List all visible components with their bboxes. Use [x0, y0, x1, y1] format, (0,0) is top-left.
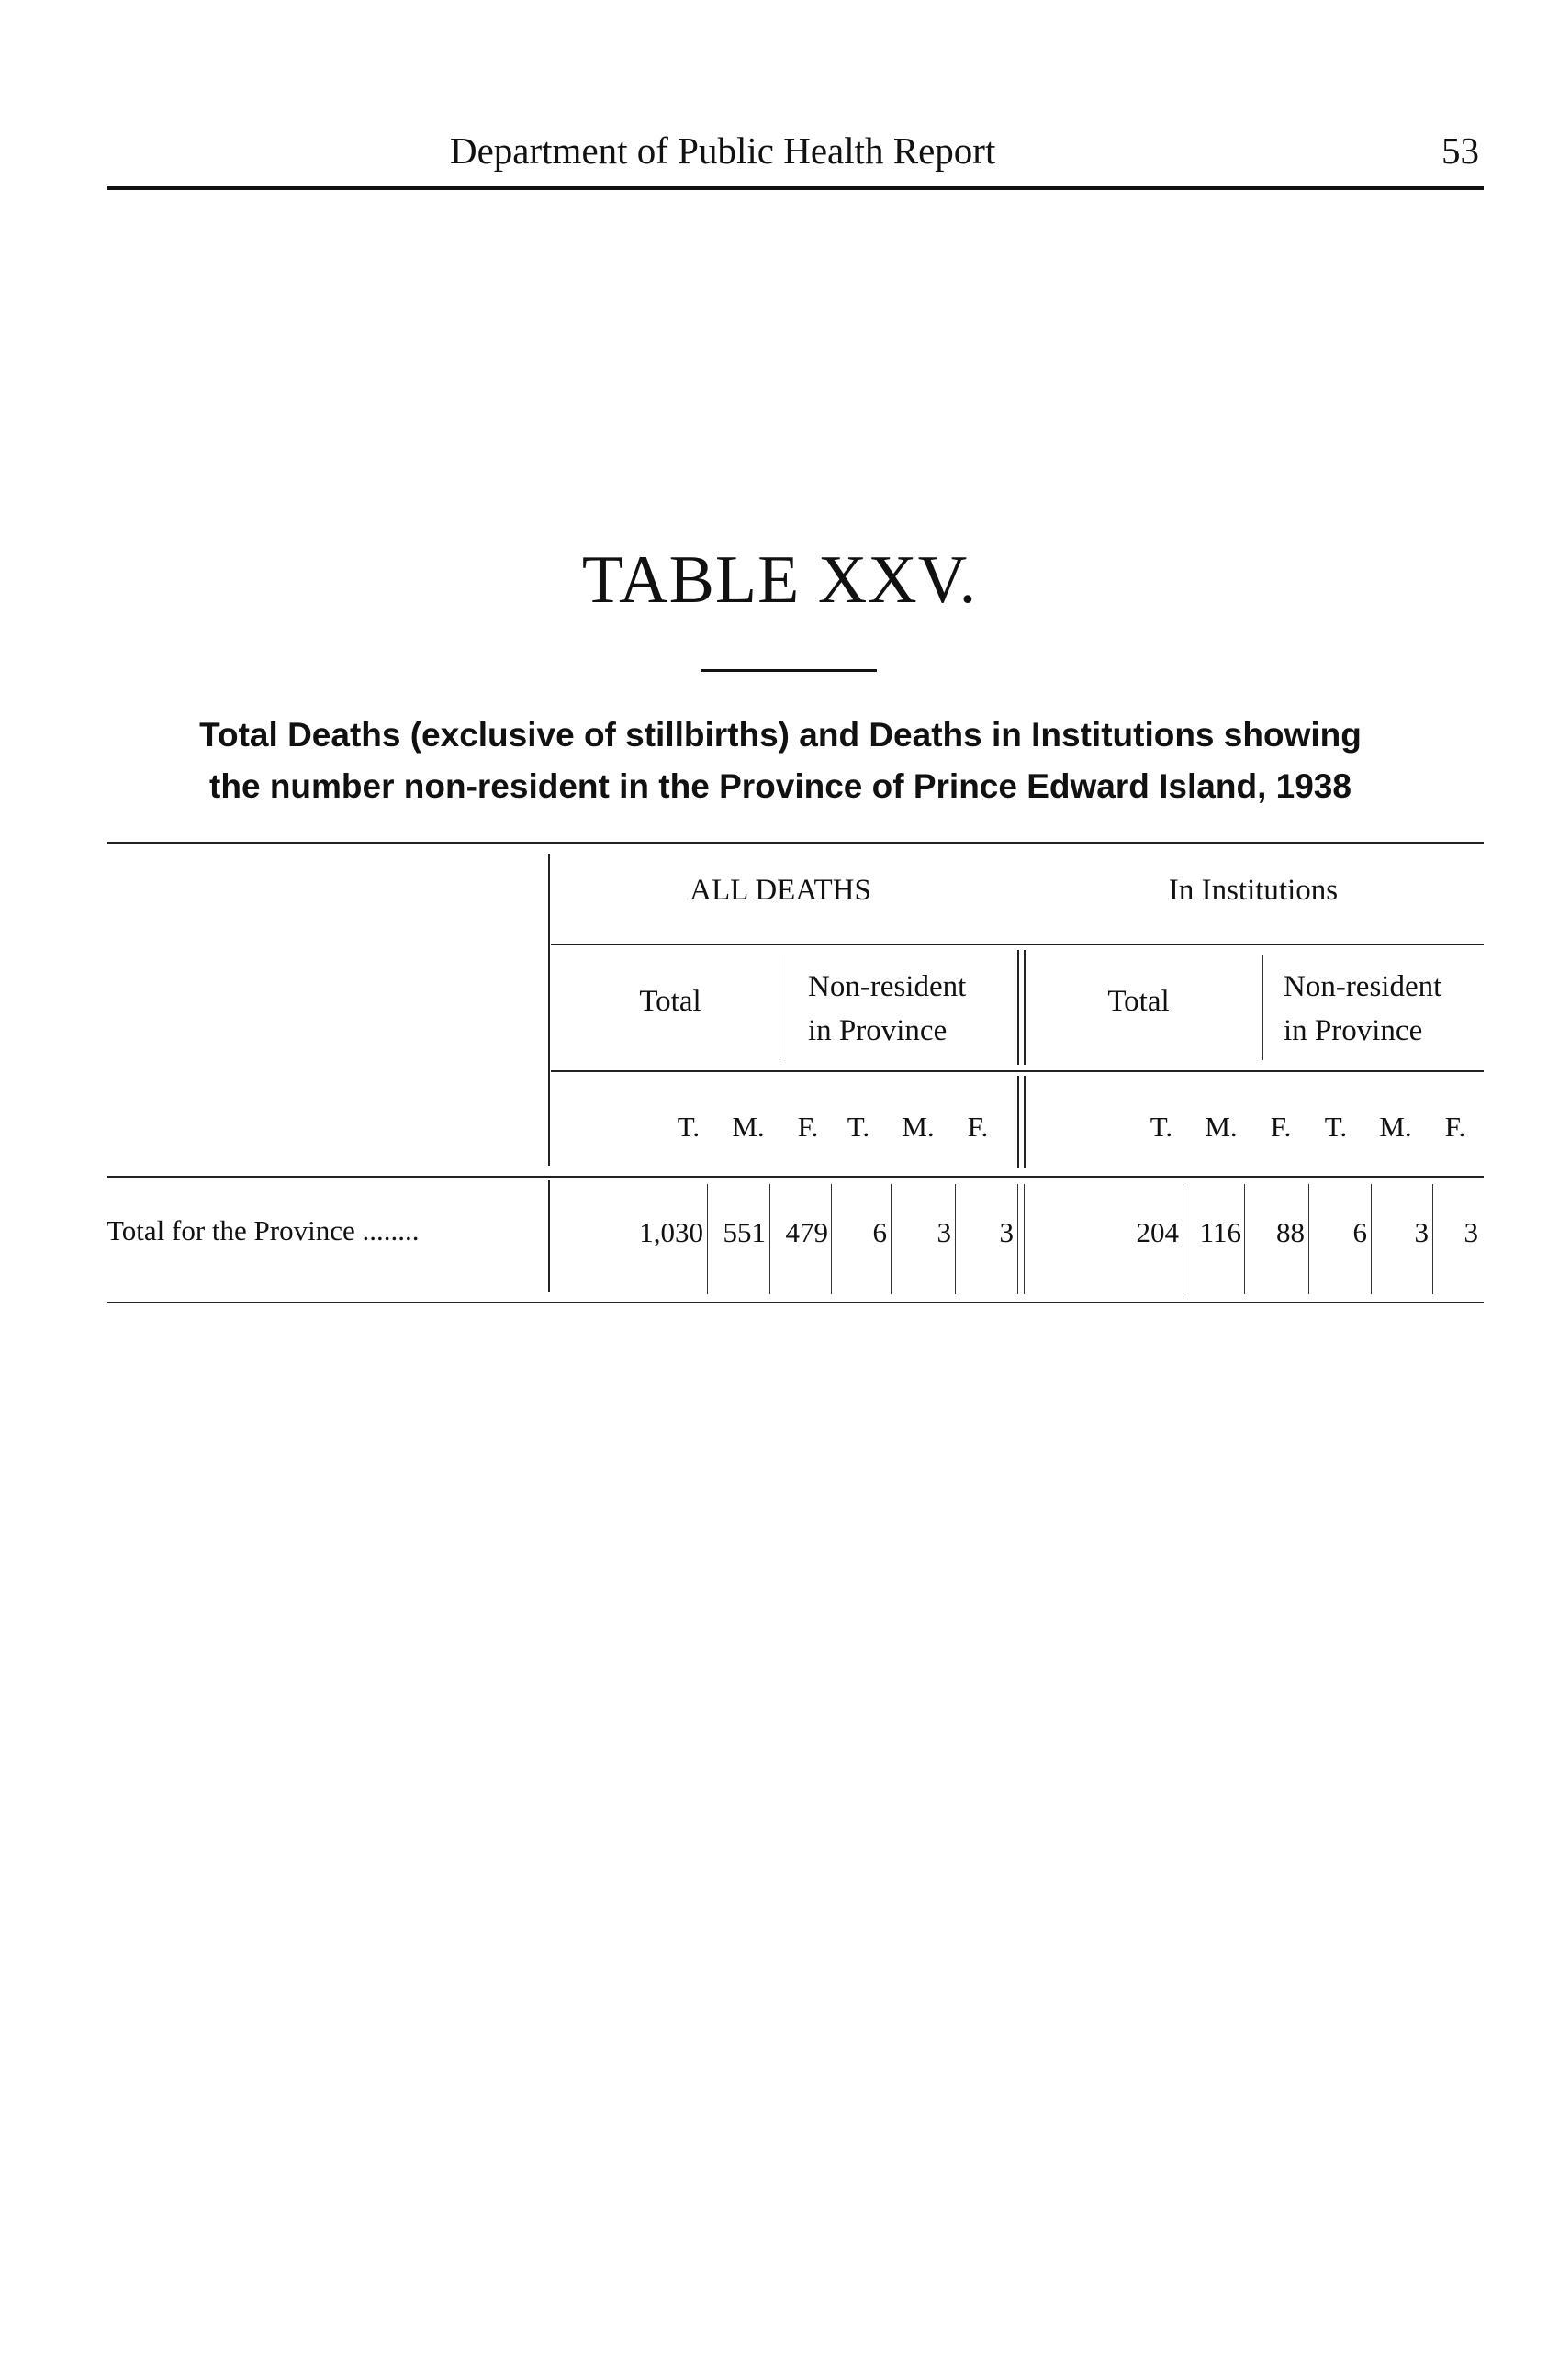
cell-divider	[1371, 1184, 1372, 1294]
subcol-inst-f: F.	[1270, 1111, 1292, 1143]
nonres-line-2: in Province	[808, 1014, 948, 1047]
subcol-all-f: F.	[797, 1111, 819, 1143]
cell-inst-nonres-m: 3	[1414, 1216, 1429, 1248]
cell-all-total-t: 1,030	[639, 1216, 703, 1248]
page-number: 53	[1441, 129, 1479, 172]
total-nonres-divider-1	[779, 955, 780, 1060]
caption-line-1: Total Deaths (exclusive of stillbirths) and Deaths in Institutions showing	[199, 716, 1362, 754]
cell-divider	[1017, 1184, 1018, 1294]
col-header-total-inst: Total	[1107, 985, 1170, 1018]
col-header-nonres-all	[808, 965, 966, 1053]
subcol-inst-f2: F.	[1444, 1111, 1466, 1143]
subcol-inst-t2: T.	[1324, 1111, 1348, 1143]
subcol-all-t: T.	[677, 1111, 701, 1143]
title-divider	[701, 669, 877, 672]
cell-inst-nonres-f: 3	[1464, 1216, 1478, 1248]
group-header-institutions: In Institutions	[1168, 874, 1339, 907]
table-number: TABLE XXV.	[581, 542, 978, 618]
header-bottom-rule	[107, 1176, 1484, 1178]
cell-inst-total-f: 88	[1276, 1216, 1305, 1248]
group-double-divider-b	[1024, 950, 1026, 1065]
nonres-line-1: Non-resident	[1284, 970, 1442, 1003]
cell-all-total-f: 479	[785, 1216, 828, 1248]
stub-divider-body	[548, 1180, 550, 1292]
cell-all-nonres-f: 3	[999, 1216, 1014, 1248]
cell-divider	[1432, 1184, 1433, 1294]
subcol-all-m2: M.	[902, 1111, 935, 1143]
cell-inst-total-t: 204	[1136, 1216, 1179, 1248]
table-bottom-rule	[107, 1302, 1484, 1303]
cell-divider	[769, 1184, 770, 1294]
running-header-title: Department of Public Health Report	[450, 129, 996, 172]
subcol-inst-m2: M.	[1379, 1111, 1412, 1143]
table-caption	[92, 710, 1469, 812]
total-nonres-divider-2	[1262, 955, 1263, 1060]
header-rule	[107, 186, 1484, 190]
group-header-rule	[551, 944, 1484, 945]
col-header-total-all: Total	[639, 985, 701, 1018]
subcol-inst-m: M.	[1205, 1111, 1238, 1143]
cell-all-nonres-m: 3	[937, 1216, 951, 1248]
group-double-divider-a	[1017, 950, 1019, 1065]
subheader-rule	[551, 1070, 1484, 1072]
subcol-double-divider-a	[1017, 1076, 1019, 1168]
cell-inst-total-m: 116	[1199, 1216, 1241, 1248]
cell-divider	[831, 1184, 832, 1294]
subcol-all-t2: T.	[847, 1111, 870, 1143]
nonres-line-1: Non-resident	[808, 970, 967, 1003]
nonres-line-2: in Province	[1284, 1014, 1423, 1047]
caption-line-2: the number non-resident in the Province of Prince Edward Island, 1938	[209, 767, 1352, 805]
cell-divider	[1024, 1184, 1025, 1294]
table-top-rule	[107, 842, 1484, 844]
subcol-all-m: M.	[732, 1111, 765, 1143]
cell-divider	[1244, 1184, 1245, 1294]
cell-divider	[707, 1184, 708, 1294]
cell-divider	[955, 1184, 956, 1294]
cell-divider	[1308, 1184, 1309, 1294]
row-label: Total for the Province ........	[107, 1214, 420, 1246]
group-header-all-deaths: ALL DEATHS	[690, 874, 871, 907]
subcol-inst-t: T.	[1150, 1111, 1173, 1143]
cell-inst-nonres-t: 6	[1352, 1216, 1367, 1248]
col-header-nonres-inst	[1284, 965, 1441, 1053]
stub-divider	[548, 854, 550, 1166]
subcol-all-f2: F.	[967, 1111, 989, 1143]
cell-divider	[891, 1184, 892, 1294]
subcol-double-divider-b	[1024, 1076, 1026, 1168]
cell-all-total-m: 551	[723, 1216, 766, 1248]
cell-all-nonres-t: 6	[872, 1216, 887, 1248]
